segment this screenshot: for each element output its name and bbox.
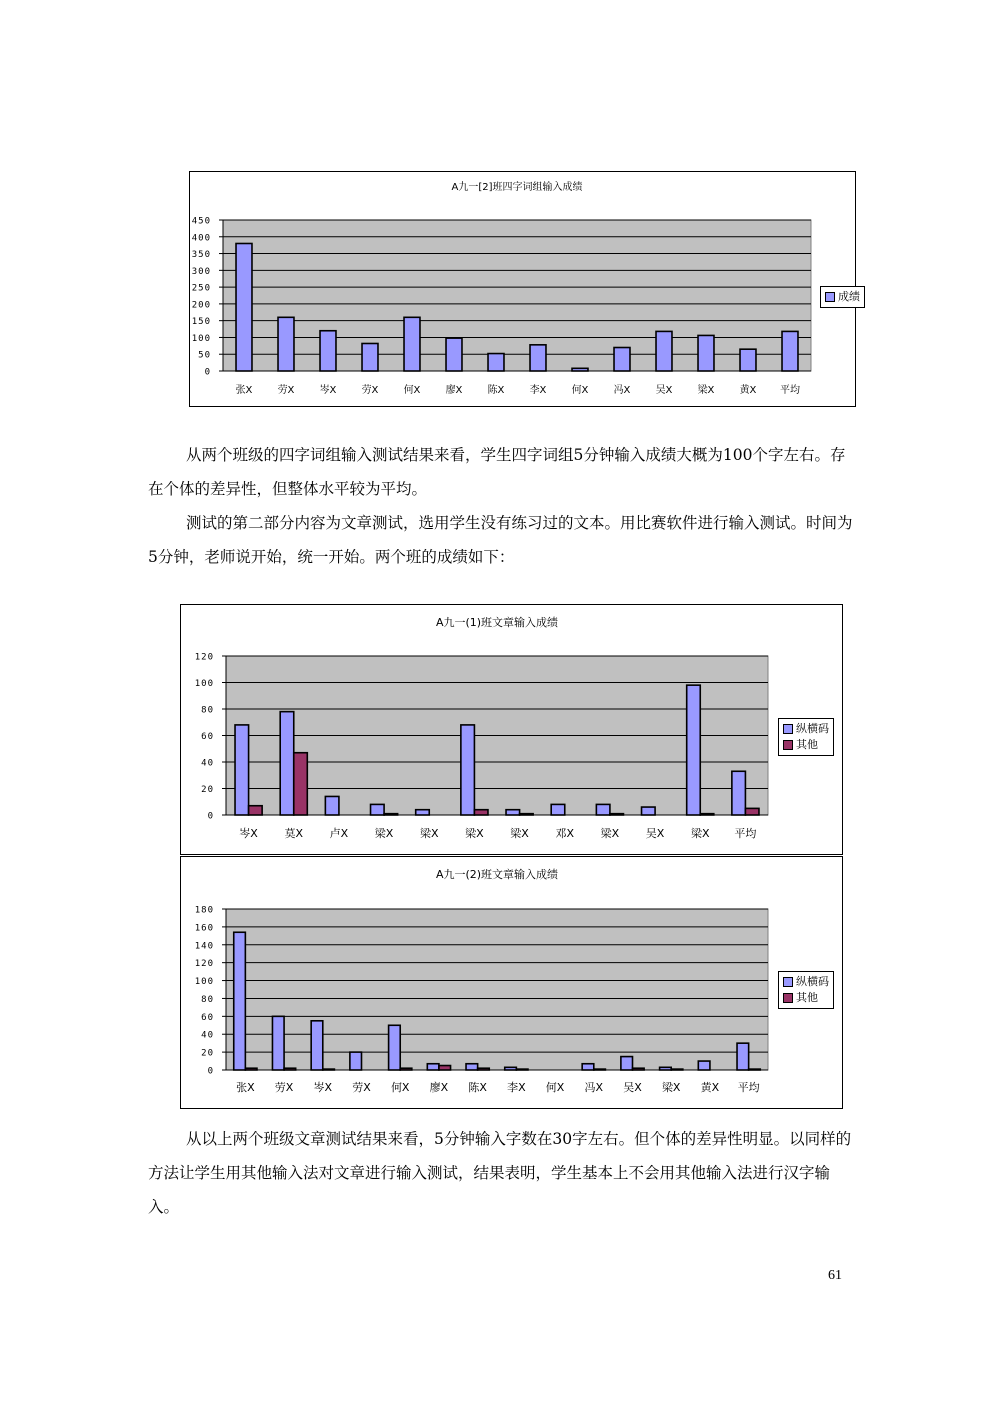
bar (461, 725, 475, 815)
bar (466, 1064, 478, 1070)
bar (272, 1016, 284, 1070)
bar (323, 1069, 335, 1070)
x-tick-label: 张X (236, 1081, 255, 1094)
legend-swatch (783, 740, 793, 750)
y-tick-label: 160 (194, 923, 214, 934)
chart-legend (778, 971, 834, 1009)
legend-item (783, 974, 829, 990)
paragraph-3: 从以上两个班级文章测试结果来看，5分钟输入字数在30字左右。但个体的差异性明显。以同样的方法让学生用其他输入法对文章进行输入测试，结果表明，学生基本上不会用其他输入法进行汉字输入。 (148, 1130, 852, 1216)
bar (446, 338, 462, 371)
x-tick-label: 岑X (239, 827, 258, 840)
bar (740, 349, 756, 371)
legend-swatch (783, 977, 793, 987)
y-tick-label: 400 (191, 233, 211, 244)
y-tick-label: 180 (194, 905, 214, 916)
x-tick-label: 何X (545, 1081, 565, 1094)
bar (284, 1068, 296, 1070)
legend-label: 成绩 (838, 290, 860, 303)
y-tick-label: 450 (191, 216, 211, 227)
bar (582, 1064, 594, 1070)
chart-legend (820, 286, 865, 308)
x-tick-label: 何X (390, 1081, 410, 1094)
x-tick-label: 梁X (419, 827, 439, 840)
bar (596, 804, 610, 815)
y-tick-label: 150 (191, 317, 211, 328)
y-tick-label: 120 (194, 959, 214, 970)
x-tick-label: 梁X (661, 1081, 681, 1094)
bar (572, 368, 588, 371)
x-tick-label: 卢X (329, 827, 349, 840)
paragraph-2: 测试的第二部分内容为文章测试，选用学生没有练习过的文本。用比赛软件进行输入测试。时间为5分钟，老师说开始，统一开始。两个班的成绩如下： (148, 514, 853, 566)
bar (530, 345, 546, 371)
bar (280, 712, 294, 815)
y-tick-label: 0 (207, 811, 214, 822)
y-tick-label: 300 (191, 266, 211, 277)
page-number: 61 (828, 1268, 842, 1283)
legend-item (825, 289, 860, 305)
legend-item (783, 990, 829, 1006)
x-tick-label: 陈X (487, 385, 505, 396)
bar (404, 317, 420, 371)
bar (610, 814, 624, 815)
y-tick-label: 250 (191, 283, 211, 294)
x-tick-label: 梁X (510, 827, 529, 840)
bar (642, 807, 656, 815)
y-tick-label: 50 (198, 350, 211, 361)
bar (698, 1061, 710, 1070)
y-tick-label: 40 (201, 758, 214, 769)
x-tick-label: 陈X (468, 1081, 487, 1094)
x-tick-label: 岑X (313, 1081, 333, 1094)
y-tick-label: 80 (201, 994, 214, 1005)
legend-label: 其他 (796, 991, 818, 1004)
x-tick-label: 劳X (274, 1081, 294, 1094)
legend-label: 其他 (796, 738, 818, 751)
y-tick-label: 350 (191, 250, 211, 261)
legend-item (783, 737, 829, 753)
bar (278, 317, 294, 371)
bar (478, 1068, 490, 1070)
bar (551, 804, 565, 815)
y-tick-label: 0 (207, 1066, 214, 1077)
x-tick-label: 吴X (655, 385, 673, 396)
bar (362, 343, 378, 371)
x-tick-label: 冯X (584, 1081, 604, 1094)
x-tick-label: 邓X (555, 827, 575, 840)
x-tick-label: 何X (571, 385, 589, 396)
y-tick-label: 100 (194, 679, 214, 689)
x-tick-label: 何X (403, 385, 421, 396)
chart-title: A九一[2]班四字词组输入成绩 (451, 182, 583, 193)
bar (660, 1067, 672, 1070)
x-tick-label: 梁X (465, 827, 484, 840)
bar (245, 1068, 257, 1070)
bar (325, 796, 339, 815)
legend-label: 纵横码 (796, 722, 829, 735)
x-tick-label: 梁X (374, 827, 394, 840)
bar (745, 808, 759, 815)
y-tick-label: 80 (201, 705, 214, 716)
bar (384, 814, 398, 815)
y-tick-label: 100 (191, 333, 211, 344)
chart-title: A九一(2)班文章输入成绩 (435, 868, 559, 881)
paragraph-1: 从两个班级的四字词组输入测试结果来看，学生四字词组5分钟输入成绩大概为100个字左右。存在个体的差异性，但整体水平较为平均。 (148, 446, 846, 498)
chart-title: A九一(1)班文章输入成绩 (435, 616, 559, 629)
bar (737, 1043, 749, 1070)
bar (633, 1068, 645, 1070)
bar (236, 243, 252, 371)
bar (439, 1066, 451, 1070)
y-tick-label: 60 (201, 732, 214, 742)
x-tick-label: 梁X (697, 385, 715, 396)
chart-class2-article (180, 856, 843, 1109)
bar (782, 331, 798, 371)
y-tick-label: 40 (201, 1030, 214, 1041)
bar (671, 1069, 683, 1070)
bar (594, 1069, 606, 1070)
plot-area (226, 909, 768, 1070)
chart-class1-article (180, 604, 843, 855)
y-tick-label: 100 (194, 977, 214, 988)
plot-area (223, 220, 811, 371)
x-tick-label: 劳X (352, 1081, 371, 1094)
bar (614, 348, 630, 371)
bar (474, 810, 488, 815)
x-tick-label: 莫X (284, 827, 304, 840)
legend-swatch (783, 724, 793, 734)
chart-svg (181, 605, 844, 856)
bar (294, 753, 308, 815)
y-tick-label: 120 (194, 652, 214, 663)
x-tick-label: 平均 (780, 385, 800, 396)
bar (427, 1064, 439, 1070)
x-tick-label: 吴X (623, 1081, 642, 1094)
bar (400, 1068, 412, 1070)
bar (656, 331, 672, 371)
bar (249, 806, 263, 815)
bar (506, 810, 520, 815)
bar (621, 1057, 633, 1070)
x-tick-label: 黄X (739, 385, 757, 396)
bar (234, 932, 246, 1070)
x-tick-label: 梁X (600, 827, 620, 840)
bar (416, 810, 430, 815)
bar (505, 1067, 517, 1070)
bar (700, 814, 714, 815)
x-tick-label: 冯X (613, 385, 631, 396)
chart-svg (190, 172, 857, 408)
x-tick-label: 廖X (429, 1081, 449, 1094)
bar (350, 1052, 362, 1070)
y-tick-label: 0 (204, 367, 211, 378)
y-tick-label: 200 (191, 300, 211, 311)
bar (520, 814, 534, 815)
x-tick-label: 廖X (445, 385, 463, 396)
x-tick-label: 劳X (277, 385, 295, 396)
bar (311, 1021, 323, 1070)
bar (235, 725, 249, 815)
x-tick-label: 劳X (361, 385, 379, 396)
chart-legend (778, 718, 834, 756)
chart-four-char-phrases (189, 171, 860, 407)
bar (488, 354, 504, 371)
x-tick-label: 平均 (734, 827, 757, 840)
bar (732, 771, 746, 815)
x-tick-label: 平均 (737, 1081, 760, 1094)
legend-swatch (783, 993, 793, 1003)
legend-label: 纵横码 (796, 975, 829, 988)
x-tick-label: 梁X (690, 827, 710, 840)
chart-svg (181, 857, 844, 1110)
x-tick-label: 李X (529, 385, 547, 396)
bar (389, 1025, 401, 1070)
y-tick-label: 60 (201, 1012, 214, 1023)
x-tick-label: 黄X (700, 1081, 720, 1094)
y-tick-label: 20 (201, 1048, 214, 1059)
legend-swatch (825, 292, 835, 302)
x-tick-label: 张X (235, 385, 253, 396)
x-tick-label: 李X (507, 1081, 526, 1094)
y-tick-label: 140 (194, 941, 214, 952)
legend-item (783, 721, 829, 737)
bar (698, 335, 714, 371)
bar (371, 804, 385, 815)
bar (516, 1069, 528, 1070)
bar (749, 1069, 761, 1070)
bar (687, 685, 701, 815)
bar (320, 331, 336, 371)
y-tick-label: 20 (201, 785, 214, 795)
x-tick-label: 吴X (645, 827, 665, 840)
x-tick-label: 岑X (319, 385, 337, 396)
